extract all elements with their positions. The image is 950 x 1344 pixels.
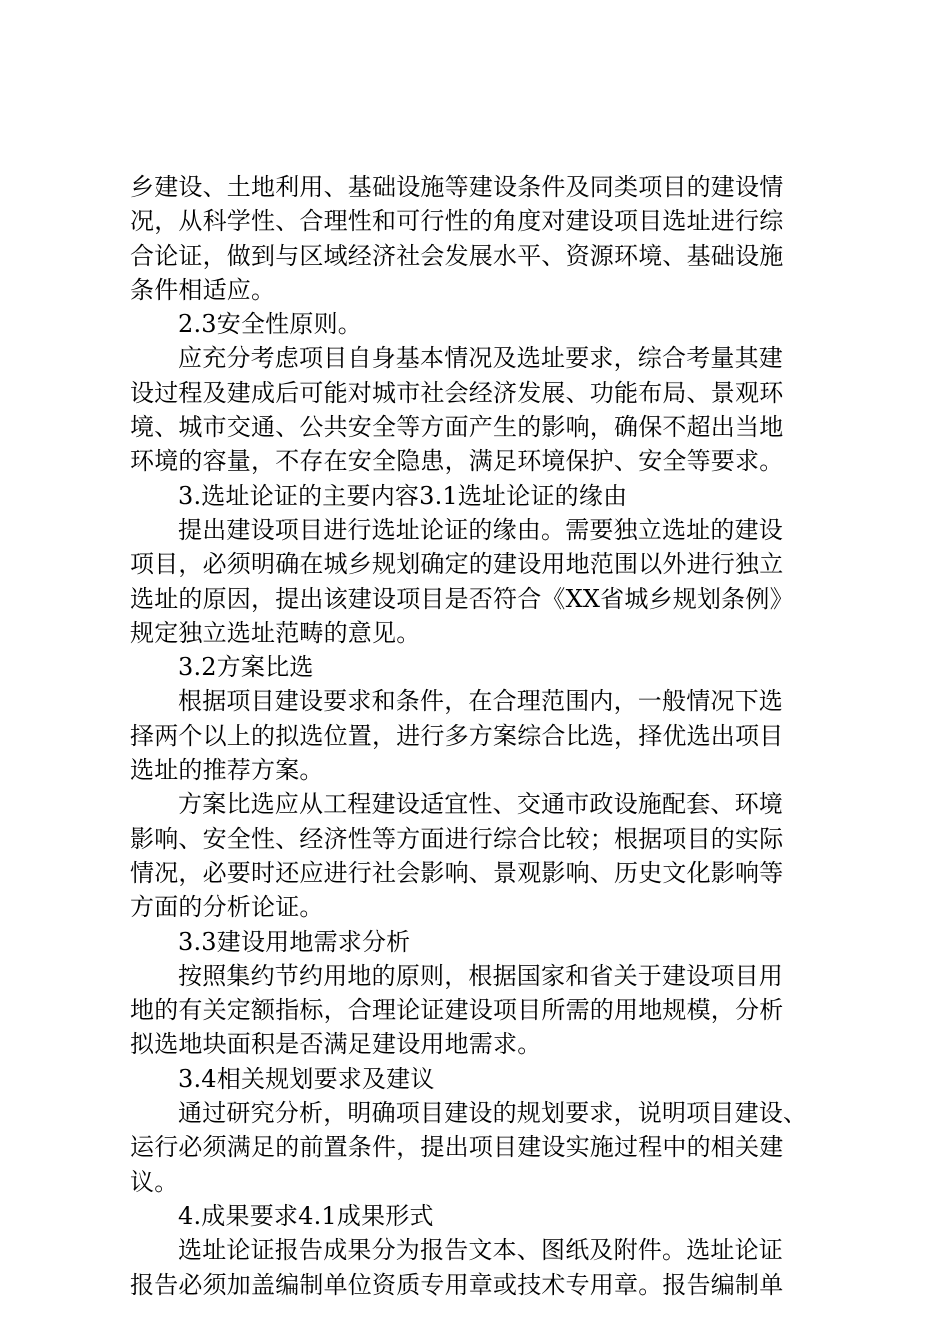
section-heading: 3.2方案比选 xyxy=(178,653,314,682)
section-heading: 3.选址论证的主要内容3.1选址论证的缘由 xyxy=(178,481,628,510)
text-line: 规定独立选址范畴的意见。 xyxy=(130,618,421,647)
section-heading: 3.3建设用地需求分析 xyxy=(178,927,411,956)
text-line: 方面的分析论证。 xyxy=(130,893,324,922)
text-line: 择两个以上的拟选位置，进行多方案综合比选，择优选出项目 xyxy=(130,721,784,750)
text-line: 应充分考虑项目自身基本情况及选址要求，综合考量其建 xyxy=(178,344,783,373)
text-line: 情况，必要时还应进行社会影响、景观影响、历史文化影响等 xyxy=(130,858,784,887)
text-line: 设过程及建成后可能对城市社会经济发展、功能布局、景观环 xyxy=(130,378,784,407)
text-line: 拟选地块面积是否满足建设用地需求。 xyxy=(130,1030,542,1059)
text-line: 选址论证报告成果分为报告文本、图纸及附件。选址论证 xyxy=(178,1236,783,1265)
text-line: 环境的容量，不存在安全隐患，满足环境保护、安全等要求。 xyxy=(130,447,784,476)
text-line: 报告必须加盖编制单位资质专用章或技术专用章。报告编制单 xyxy=(130,1270,784,1299)
text-line: 运行必须满足的前置条件，提出项目建设实施过程中的相关建 xyxy=(130,1133,784,1162)
text-line: 合论证，做到与区域经济社会发展水平、资源环境、基础设施 xyxy=(130,241,784,270)
text-line: 议。 xyxy=(130,1167,179,1196)
text-line: 通过研究分析，明确项目建设的规划要求，说明项目建设、 xyxy=(178,1099,808,1128)
text-line: 按照集约节约用地的原则，根据国家和省关于建设项目用 xyxy=(178,961,783,990)
text-line: 况，从科学性、合理性和可行性的角度对建设项目选址进行综 xyxy=(130,207,784,236)
section-heading: 2.3安全性原则。 xyxy=(178,310,362,339)
text-line: 项目，必须明确在城乡规划确定的建设用地范围以外进行独立 xyxy=(130,550,784,579)
text-line: 乡建设、土地利用、基础设施等建设条件及同类项目的建设情 xyxy=(130,173,784,201)
text-line: 境、城市交通、公共安全等方面产生的影响，确保不超出当地 xyxy=(130,413,784,442)
text-line: 影响、安全性、经济性等方面进行综合比较；根据项目的实际 xyxy=(130,824,784,853)
section-heading: 3.4相关规划要求及建议 xyxy=(178,1064,435,1093)
section-heading: 4.成果要求4.1成果形式 xyxy=(178,1201,434,1230)
text-line: 选址的原因，提出该建设项目是否符合《XX省城乡规划条例》 xyxy=(130,584,794,613)
document-body xyxy=(130,170,850,1302)
text-line: 选址的推荐方案。 xyxy=(130,756,324,785)
text-line: 提出建设项目进行选址论证的缘由。需要独立选址的建设 xyxy=(178,515,783,544)
text-line: 条件相适应。 xyxy=(130,275,276,304)
text-line: 方案比选应从工程建设适宜性、交通市政设施配套、环境 xyxy=(178,790,783,819)
text-line: 根据项目建设要求和条件，在合理范围内，一般情况下选 xyxy=(178,687,783,716)
text-line: 地的有关定额指标，合理论证建设项目所需的用地规模，分析 xyxy=(130,996,784,1025)
